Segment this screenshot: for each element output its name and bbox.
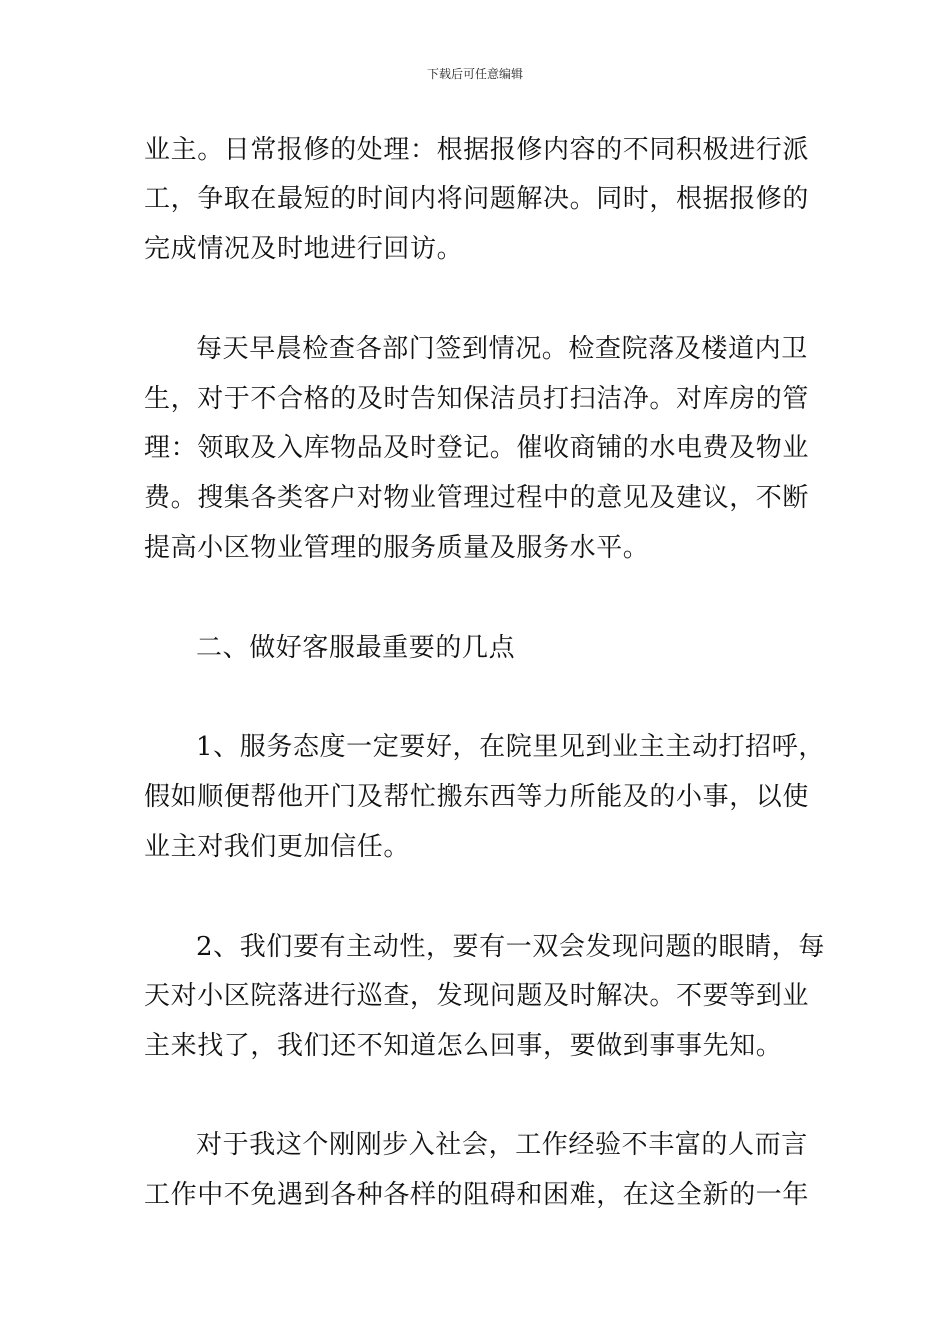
paragraph-line: 1、服务态度一定要好，在院里见到业主主动打招呼， — [196, 732, 825, 762]
paragraph-line: 工，争取在最短的时间内将问题解决。同时，根据报修的 — [144, 184, 810, 214]
paragraph-line: 费。搜集各类客户对物业管理过程中的意见及建议，不断 — [144, 483, 810, 513]
paragraph-line: 对于我这个刚刚步入社会，工作经验不丰富的人而言 — [196, 1130, 808, 1160]
paragraph-line: 假如顺便帮他开门及帮忙搬东西等力所能及的小事，以使 — [144, 782, 810, 812]
paragraph-line: 每天早晨检查各部门签到情况。检查院落及楼道内卫 — [196, 334, 808, 364]
paragraph-line: 理：领取及入库物品及时登记。催收商铺的水电费及物业 — [144, 433, 810, 463]
paragraph-line: 工作中不免遇到各种各样的阻碍和困难，在这全新的一年 — [144, 1180, 810, 1210]
paragraph-line: 业主对我们更加信任。 — [144, 832, 411, 862]
paragraph-line: 提高小区物业管理的服务质量及服务水平。 — [144, 533, 650, 563]
paragraph-line: 业主。日常报修的处理：根据报修内容的不同积极进行派 — [144, 135, 810, 165]
page-header: 下载后可任意编辑 — [426, 67, 523, 81]
section-heading: 二、做好客服最重要的几点 — [196, 633, 516, 663]
paragraph-line: 天对小区院落进行巡查，发现问题及时解决。不要等到业 — [144, 981, 810, 1011]
paragraph-line: 生，对于不合格的及时告知保洁员打扫洁净。对库房的管 — [144, 384, 810, 414]
paragraph-line: 主来找了，我们还不知道怎么回事，要做到事事先知。 — [144, 1031, 783, 1061]
paragraph-line: 完成情况及时地进行回访。 — [144, 234, 464, 264]
paragraph-line: 2、我们要有主动性，要有一双会发现问题的眼睛，每 — [196, 932, 825, 962]
